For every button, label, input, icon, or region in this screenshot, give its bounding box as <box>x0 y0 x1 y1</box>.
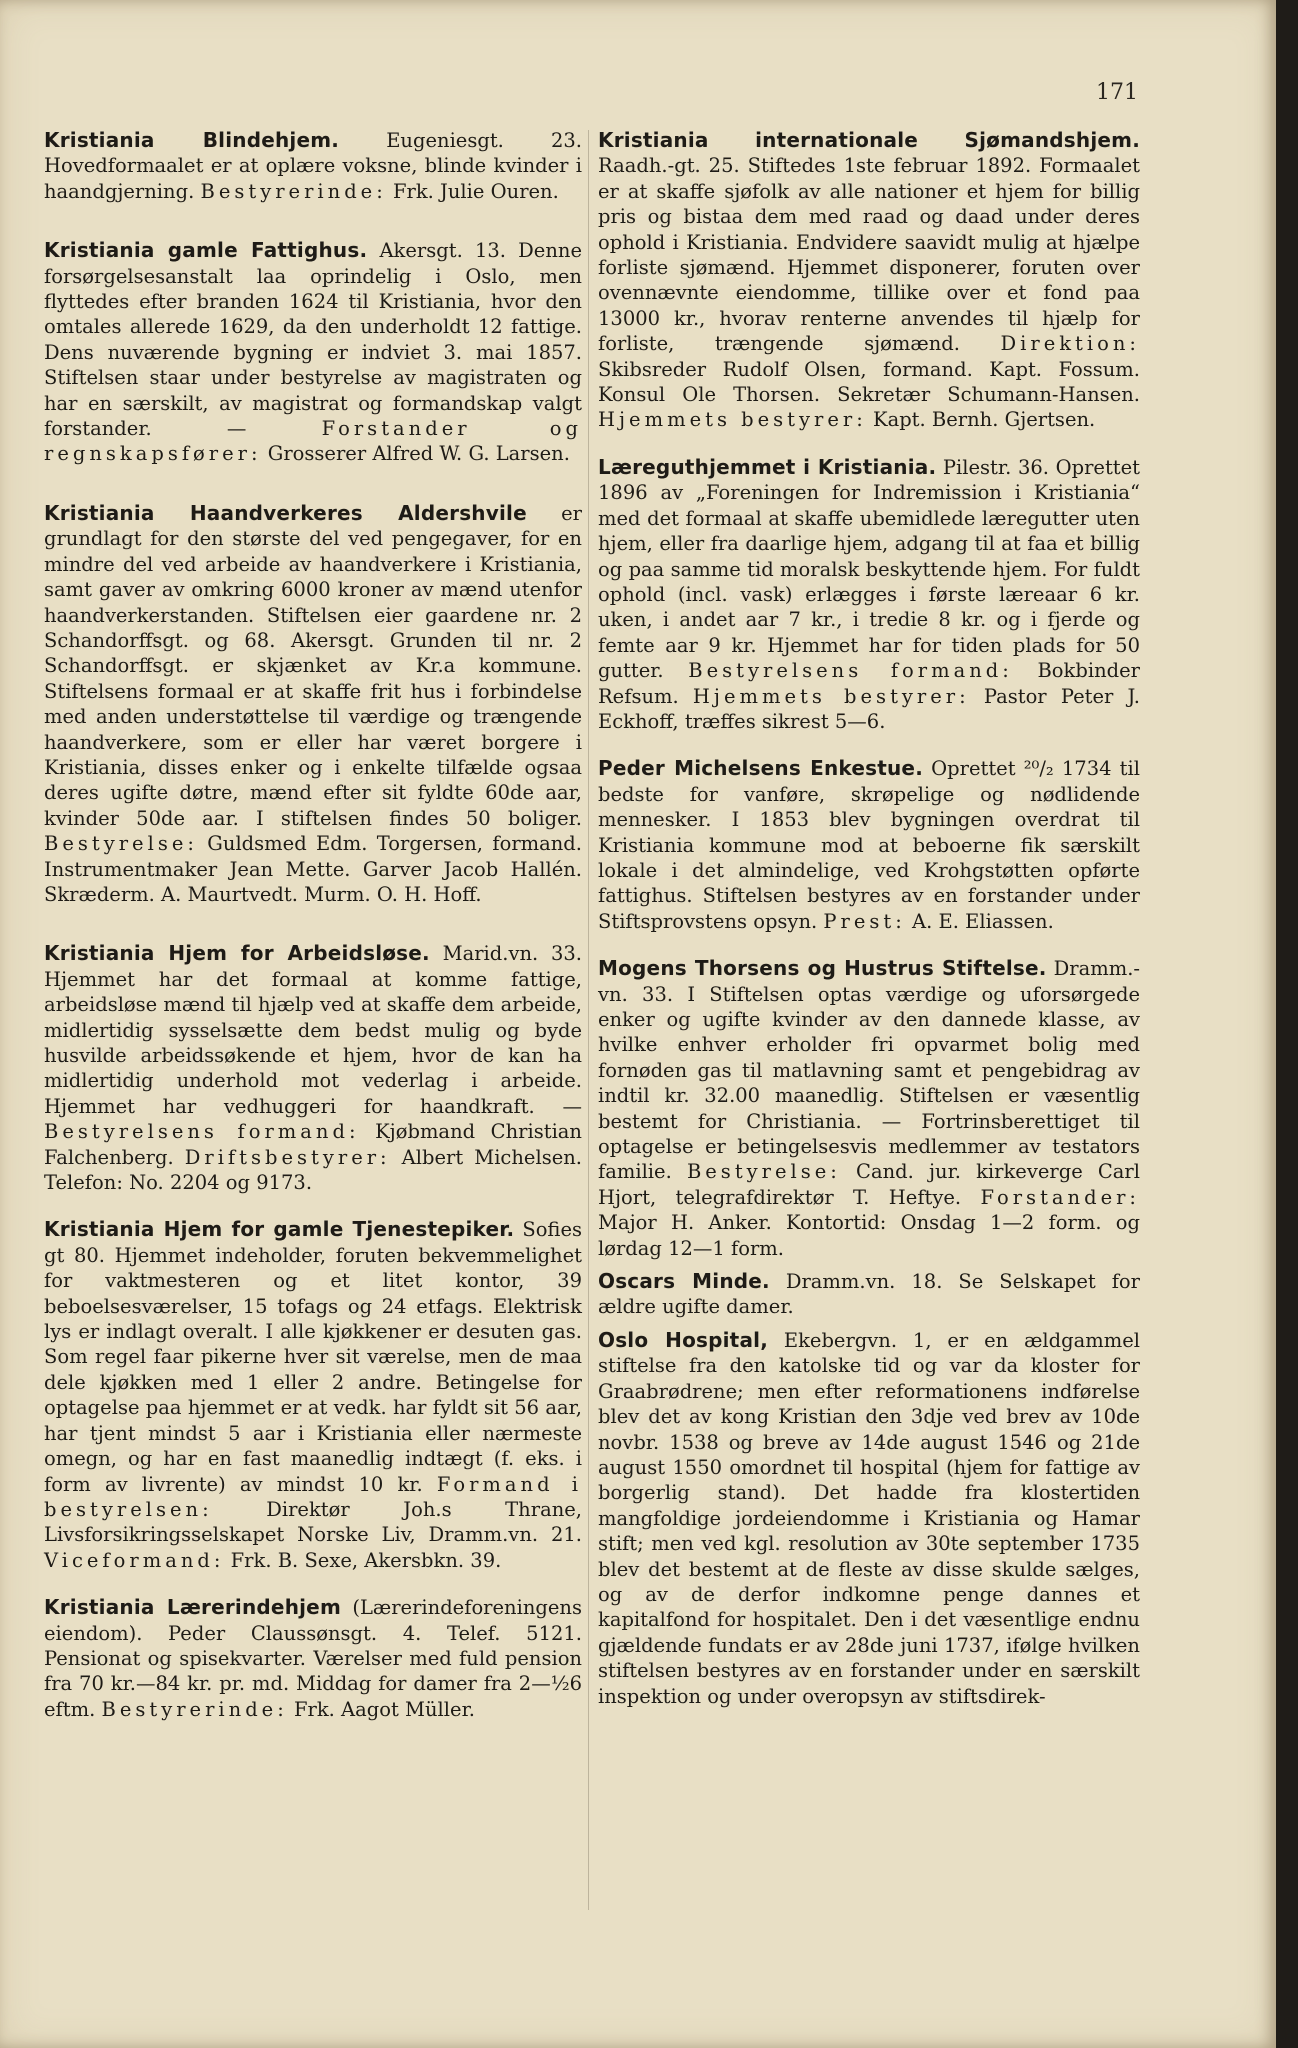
entry-internationale-sjomandshjem <box>598 128 1140 433</box>
left-column <box>44 128 582 1722</box>
entry-oslo-hospital <box>598 1328 1140 1709</box>
entry-text: Dramm.-vn. 33. I Stiftelsen optas værdige og uforsørgede enker og ugifte kvinder av den dannede klasse, av hvilke enhver erholder fri opvarmet bolig med fornøden gas til matlavning samt et pengebidrag av indtil kr. 32.00 maanedlig. Stiftelsen er væsentlig bestemt for Christiania. — Fortrinsberettiget til optagelse er betingelsesvis medlemmer av testators familie. <box>598 957 1140 1184</box>
entry-peder-michelsens-enkestue <box>598 756 1140 934</box>
entry-label: Bestyrerinde: <box>101 1697 288 1721</box>
entry-text: Major H. Anker. Kontortid: Onsdag 1—2 form. og lørdag 12—1 form. <box>598 1211 1140 1260</box>
entry-gamle-fattighus <box>44 238 582 467</box>
entry-laereguthjemmet <box>598 455 1140 734</box>
entry-label: Hjemmets bestyrer: <box>692 684 970 708</box>
entry-text: Ekebergvn. 1, er en ældgammel stiftelse fra den katolske tid og var da kloster for Graabrødrene; men efter reformationens indførelse blev det av kong Kristian den 3dje ved brev av 10de novbr. 1538 og breve av 14de august 1546 og 21de august 1550 omordnet til hospital (hjem for fattige av borgerlig stand). Det hadde fra klostertiden mangfoldige jordeiendomme i Kristiania og Hamar stift; men ved kgl. resolution av 30te september 1735 blev det bestemt at de fleste av disse skulde sælges, og av de derfor indkomne penge dannes et kapitalfond for hospitalet. Den i det væsentlige endnu gjældende fundats er av 28de juni 1737, ifølge hvilken stiftelsen bestyres av en forstander under en særskilt inspektion og under overopsyn av stiftsdirek- <box>598 1328 1140 1708</box>
entry-heading: Mogens Thorsens og Hustrus Stiftelse. <box>598 956 1047 981</box>
entry-text: Frk. B. Sexe, Akersbkn. 39. <box>224 1548 502 1572</box>
entry-label: Bestyrelse: <box>44 832 198 856</box>
entry-heading: Peder Michelsens Enkestue. <box>598 756 923 781</box>
entry-heading: Kristiania internationale Sjømandshjem. <box>598 128 1140 152</box>
entry-text: er grundlagt for den største del ved pengegaver, for en mindre del ved arbeide av haandverkere i Kristiania, samt gaver av omkring 6000 kroner av mænd utenfor haandverkerstanden. Stiftelsen eier gaardene nr. 2 Schandorffsgt. og 68. Akersgt. Grunden til nr. 2 Schandorffsgt. er skjænket av Kr.a kommune. Stiftelsens formaal er at skaffe frit hus i forbindelse med anden understøttelse til værdige og trængende haandverkere, som er eller har været borgere i Kristiania, disses enker og i enkelte tilfælde ogsaa deres ugifte døtre, mænd efter sit fyldte 60de aar, kvinder 50de aar. I stiftelsen findes 50 boliger. <box>44 501 582 830</box>
entry-text: Sofies gt 80. Hjemmet indeholder, foruten bekvemmelighet for vaktmesteren og et litet kontor, 39 beboelsesværelser, 15 tofags og 24 etfags. Elektrisk lys er indlagt overalt. I alle kjøkkener er desuten gas. Som regel faar pikerne hver sit værelse, men de maa dele kjøkken med 1 eller 2 andre. Betingelse for optagelse paa hjemmet er at vedk. har fyldt sit 56 aar, har tjent mindst 5 aar i Kristiania eller nærmeste omegn, og har en fast maanedlig indtægt (f. eks. i form av livrente) av mindst 10 kr. <box>44 1218 582 1496</box>
entry-text: Eugeniesgt. 23. Hovedformaalet er at oplære voksne, blinde kvinder i haandgjerning. <box>44 129 582 203</box>
entry-text: Pastor Peter J. Eckhoff, træffes sikrest 5—6. <box>598 684 1140 733</box>
entry-text: Albert Michelsen. Telefon: No. 2204 og 9173. <box>44 1145 582 1195</box>
column-divider <box>588 130 589 1910</box>
entry-label: Prest: <box>823 909 906 933</box>
entry-heading: Kristiania gamle Fattighus. <box>44 238 368 263</box>
entry-label: Hjemmets bestyrer: <box>598 408 867 432</box>
entry-label: Formand i bestyrelsen: <box>44 1472 582 1521</box>
entry-text: Cand. jur. kirkeverge Carl Hjort, telegrafdirektør T. Heftye. <box>598 1160 1140 1209</box>
entry-label: Direktion: <box>1000 332 1140 356</box>
entry-label: Forstander: <box>980 1185 1140 1209</box>
entry-label: Bestyrerinde: <box>200 179 387 203</box>
entry-text: Skibsreder Rudolf Olsen, formand. Kapt. Fossum. Konsul Ole Thorsen. Sekretær Schumann-Hansen. <box>598 357 1140 407</box>
entry-heading: Kristiania Hjem for gamle Tjenestepiker. <box>44 1217 515 1242</box>
entry-text: A. E. Eliassen. <box>905 909 1054 933</box>
entry-text: Kapt. Bernh. Gjertsen. <box>866 408 1096 432</box>
entry-label: Bestyrelsens formand: <box>44 1120 360 1144</box>
entry-text: Oprettet ²⁰/₂ 1734 til bedste for vanføre, skrøpelige og nødlidende mennesker. I 1853 blev bygningen overdrat til Kristiania kommune mod at beboerne fik særskilt lokale i det almindelige, ved Krohgstøtten opførte fattighus. Stiftelsen bestyres av en forstander under Stiftsprovstens opsyn. <box>598 757 1140 933</box>
page-number: 171 <box>1096 80 1138 105</box>
entry-heading: Oslo Hospital, <box>598 1327 768 1352</box>
entry-label: Viceformand: <box>44 1548 225 1572</box>
entry-laererindehjem <box>44 1595 582 1722</box>
entry-heading: Kristiania Hjem for Arbeidsløse. <box>44 941 430 966</box>
entry-text: Marid.vn. 33. Hjemmet har det formaal at komme fattige, arbeidsløse mænd til hjælp ved at skaffe dem arbeide, midlertidig sysselsætte dem bedst mulig og byde husvilde arbeidssøkende et hjem, hvor de kan ha midlertidig underhold mot vederlag i arbeide. Hjemmet har vedhuggeri for haandkraft. — <box>44 942 582 1118</box>
entry-heading: Kristiania Lærerindehjem <box>44 1595 341 1620</box>
entry-text: Frk. Julie Ouren. <box>386 179 559 203</box>
entry-blindehjem <box>44 128 582 204</box>
entry-heading: Læreguthjemmet i Kristiania. <box>598 454 937 479</box>
entry-text: Guldsmed Edm. Torgersen, formand. Instrumentmaker Jean Mette. Garver Jacob Hallén. Skræderm. A. Maurtvedt. Murm. O. H. Hoff. <box>44 832 582 906</box>
entry-label: Driftsbestyrer: <box>184 1145 391 1169</box>
entry-text: Dramm.vn. 18. Se Selskapet for ældre ugifte damer. <box>598 1270 1140 1319</box>
right-column <box>598 128 1140 1709</box>
entry-hjem-for-arbeidslose <box>44 941 582 1195</box>
entry-text: (Lærerindeforeningens eiendom). Peder Claussønsgt. 4. Telef. 5121. Pensionat og spisekvarter. Værelser med fuld pension fra 70 kr.—84 kr. pr. md. Middag for damer fra 2—½6 eftm. <box>44 1596 582 1721</box>
entry-heading: Kristiania Blindehjem. <box>44 128 340 152</box>
entry-label: Bestyrelse: <box>686 1160 841 1184</box>
entry-text: Akersgt. 13. Denne forsørgelsesanstalt laa oprindelig i Oslo, men flyttedes efter branden 1624 til Kristiania, hvor den omtales allerede 1629, da den underholdt 12 fattige. Dens nuværende bygning er indviet 3. mai 1857. Stiftelsen staar under bestyrelse av magistraten og har en særskilt, av magistrat og formandskap valgt forstander. — <box>44 239 582 441</box>
entry-text: Direktør Joh.s Thrane, Livsforsikringsselskapet Norske Liv, Dramm.vn. 21. <box>44 1497 582 1547</box>
entry-text: Frk. Aagot Müller. <box>287 1697 475 1721</box>
entry-label: Bestyrelsens formand: <box>688 659 1013 683</box>
entry-haandverkeres-aldershvile <box>44 501 582 908</box>
entry-text: Grosserer Alfred W. G. Larsen. <box>261 442 570 466</box>
entry-text: Kjøbmand Christian Falchenberg. <box>44 1120 582 1169</box>
entry-text: Bokbinder Refsum. <box>598 659 1140 708</box>
entry-text: Pilestr. 36. Oprettet 1896 av „Foreningen for Indremission i Kristiania“ med det formaal at skaffe ubemidlede læregutter uten hjem, eller fra daarlige hjem, adgang til at faa et billig og paa samme tid moralsk beskyttende hjem. For fuldt ophold (incl. vask) erlægges i første læreaar 6 kr. uken, i andet aar 7 kr., i tredie 8 kr. og i fjerde og femte aar 9 kr. Hjemmet har for tiden plads for 50 gutter. <box>598 455 1140 683</box>
entry-oscars-minde <box>598 1269 1140 1320</box>
entry-text: Raadh.-gt. 25. Stiftedes 1ste februar 1892. Formaalet er at skaffe sjøfolk av alle nationer et hjem for billig pris og bistaa dem med raad og daad under deres ophold i Kristiania. Endvidere saavidt mulig at hjælpe forliste sjømænd. Hjemmet disponerer, foruten over ovennævnte eiendomme, tillike over et fond paa 13000 kr., hvorav renterne anvendes til hjælp for forliste, trængende sjømænd. <box>598 154 1140 356</box>
entry-label: Forstander og regnskapsfører: <box>44 417 582 466</box>
entry-heading: Kristiania Haandverkeres Aldershvile <box>44 500 527 525</box>
entry-hjem-for-gamle-tjenestepiker <box>44 1217 582 1573</box>
entry-heading: Oscars Minde. <box>598 1269 770 1294</box>
entry-mogens-thorsens-stiftelse <box>598 956 1140 1261</box>
